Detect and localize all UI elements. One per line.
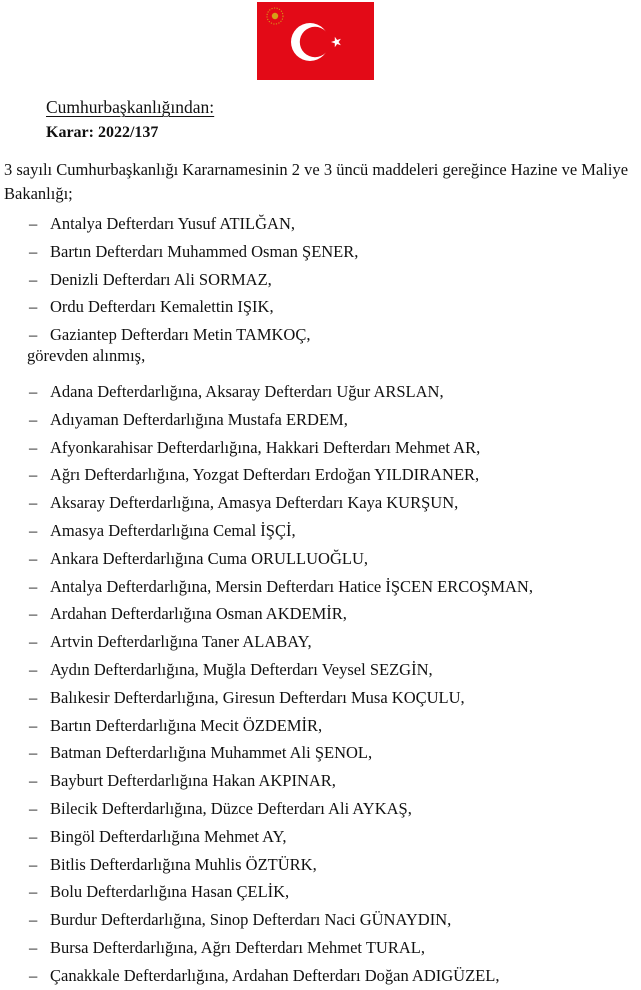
presidential-flag-icon (257, 2, 374, 80)
list-item-text: Burdur Defterdarlığına, Sinop Defterdarı Naci GÜNAYDIN, (50, 910, 452, 930)
list-item (0, 378, 533, 406)
list-item-text: Ankara Defterdarlığına Cuma ORULLUOĞLU, (50, 548, 368, 568)
list-item (0, 684, 533, 712)
list-item (0, 712, 533, 740)
list-dash: – (29, 771, 38, 791)
list-dash: – (29, 632, 38, 652)
list-item (0, 934, 533, 962)
list-item (0, 600, 533, 628)
list-item (0, 823, 533, 851)
list-item (0, 406, 533, 434)
removed-note: görevden alınmış, (27, 346, 146, 365)
list-dash: – (29, 437, 38, 457)
list-item (0, 321, 358, 349)
list-item-text: Balıkesir Defterdarlığına, Giresun Defterdarı Musa KOÇULU, (50, 687, 465, 707)
list-item (0, 739, 533, 767)
list-item (0, 545, 533, 573)
list-dash: – (29, 548, 38, 568)
list-item (0, 795, 533, 823)
list-item-text: Bursa Defterdarlığına, Ağrı Defterdarı Mehmet TURAL, (50, 937, 425, 957)
list-item (0, 656, 533, 684)
list-item-text: Bitlis Defterdarlığına Muhlis ÖZTÜRK, (50, 854, 317, 874)
list-dash: – (29, 325, 38, 345)
list-item (0, 210, 358, 238)
list-dash: – (29, 409, 38, 429)
list-item (0, 767, 533, 795)
list-item (0, 878, 533, 906)
list-item-text: Aksaray Defterdarlığına, Amasya Defterdarı Kaya KURŞUN, (50, 493, 459, 513)
list-dash: – (29, 687, 38, 707)
list-dash: – (29, 965, 38, 985)
list-item (0, 962, 533, 990)
list-item-text: Adıyaman Defterdarlığına Mustafa ERDEM, (50, 409, 348, 429)
list-dash: – (29, 826, 38, 846)
list-item-text: Antalya Defterdarlığına, Mersin Defterdarı Hatice İŞCEN ERCOŞMAN, (50, 576, 533, 596)
list-dash: – (29, 743, 38, 763)
list-dash: – (29, 520, 38, 540)
list-dash: – (29, 241, 38, 261)
list-item-text: Aydın Defterdarlığına, Muğla Defterdarı Veysel SEZGİN, (50, 659, 433, 679)
list-item (0, 517, 533, 545)
list-item-text: Batman Defterdarlığına Muhammet Ali ŞENOL, (50, 743, 373, 763)
list-dash: – (29, 659, 38, 679)
list-item-text: Bilecik Defterdarlığına, Düzce Defterdarı Ali AYKAŞ, (50, 798, 412, 818)
list-item-text: Denizli Defterdarı Ali SORMAZ, (50, 269, 272, 289)
list-dash: – (29, 910, 38, 930)
list-dash: – (29, 937, 38, 957)
list-dash: – (29, 854, 38, 874)
list-item (0, 266, 358, 294)
list-item (0, 461, 533, 489)
list-item-text: Gaziantep Defterdarı Metin TAMKOÇ, (50, 325, 311, 345)
list-dash: – (29, 604, 38, 624)
list-item (0, 628, 533, 656)
list-dash: – (29, 715, 38, 735)
list-item (0, 238, 358, 266)
list-dash: – (29, 465, 38, 485)
list-item-text: Afyonkarahisar Defterdarlığına, Hakkari Defterdarı Mehmet AR, (50, 437, 481, 457)
list-dash: – (29, 214, 38, 233)
list-item (0, 489, 533, 517)
issuer-heading: Cumhurbaşkanlığından: (46, 97, 215, 117)
list-item-text: Bartın Defterdarı Muhammed Osman ŞENER, (50, 241, 359, 261)
list-item-text: Bayburt Defterdarlığına Hakan AKPINAR, (50, 771, 336, 791)
list-dash: – (29, 576, 38, 596)
list-dash: – (29, 882, 38, 902)
list-item-text: Antalya Defterdarı Yusuf ATILĞAN, (50, 214, 295, 233)
list-item-text: Bartın Defterdarlığına Mecit ÖZDEMİR, (50, 715, 323, 735)
list-item-text: Çanakkale Defterdarlığına, Ardahan Defterdarı Doğan ADIGÜZEL, (50, 965, 500, 985)
list-item (0, 906, 533, 934)
list-item-text: Ağrı Defterdarlığına, Yozgat Defterdarı Erdoğan YILDIRANER, (50, 465, 480, 485)
decision-number: Karar: 2022/137 (46, 124, 159, 141)
list-item-text: Amasya Defterdarlığına Cemal İŞÇİ, (50, 520, 296, 540)
list-item-text: Bolu Defterdarlığına Hasan ÇELİK, (50, 882, 290, 902)
list-dash: – (29, 269, 38, 289)
intro-paragraph: 3 sayılı Cumhurbaşkanlığı Kararnamesinin 2 ve 3 üncü maddeleri gereğince Hazine ve Maliye Bakanlığı; (4, 160, 629, 203)
list-item (0, 851, 533, 879)
list-item (0, 293, 358, 321)
list-dash: – (29, 798, 38, 818)
list-dash: – (29, 297, 38, 317)
list-item-text: Bingöl Defterdarlığına Mehmet AY, (50, 826, 287, 846)
list-dash: – (29, 382, 38, 401)
list-item-text: Artvin Defterdarlığına Taner ALABAY, (50, 632, 312, 652)
list-item-text: Ordu Defterdarı Kemalettin IŞIK, (50, 297, 274, 317)
list-item-text: Adana Defterdarlığına, Aksaray Defterdarı Uğur ARSLAN, (50, 382, 444, 401)
list-dash: – (29, 493, 38, 513)
list-item (0, 573, 533, 601)
list-item-text: Ardahan Defterdarlığına Osman AKDEMİR, (50, 604, 347, 624)
appointed-officials-list (0, 378, 533, 990)
list-item (0, 434, 533, 462)
removed-officials-list (0, 210, 358, 349)
